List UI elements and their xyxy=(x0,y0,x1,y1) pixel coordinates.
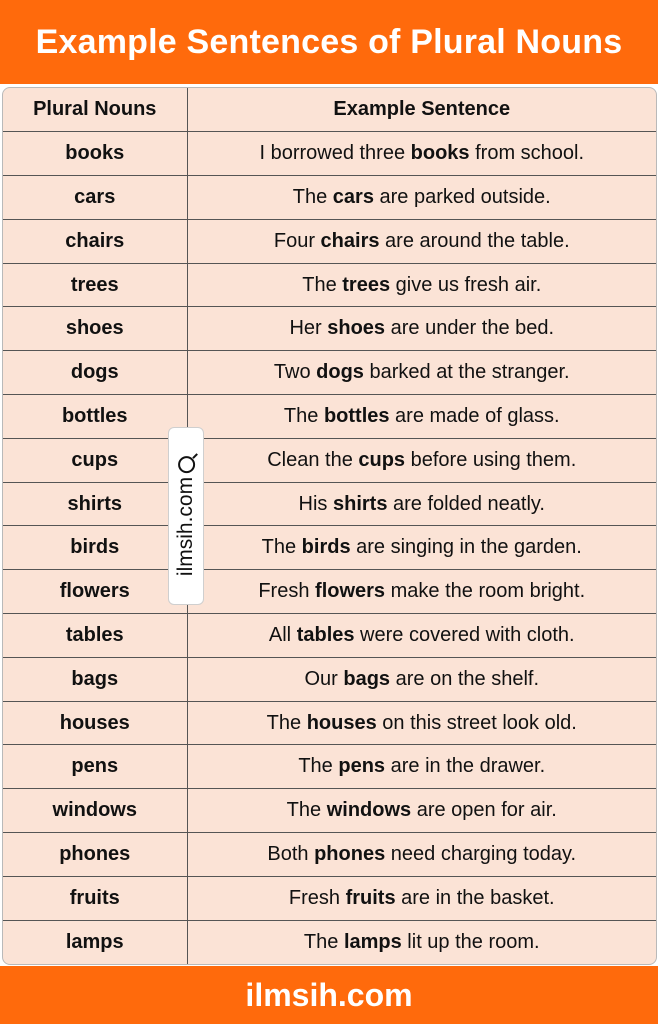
table-row xyxy=(3,263,656,307)
sentence-noun: windows xyxy=(326,799,412,822)
example-sentence-cell xyxy=(187,789,656,833)
example-sentence-cell xyxy=(187,570,656,614)
table-row xyxy=(3,395,656,439)
sentence-noun: birds xyxy=(301,536,351,559)
sentence-start: All xyxy=(268,623,297,646)
sentence-start: Her xyxy=(289,317,328,340)
sentence-noun: dogs xyxy=(316,361,364,384)
plural-noun-cell: houses xyxy=(3,701,187,745)
sentence-noun: cups xyxy=(358,448,406,471)
sentence-noun: shoes xyxy=(327,317,386,340)
plural-noun-cell: books xyxy=(3,132,187,176)
table-row xyxy=(3,920,656,964)
sentence-end: were covered with cloth. xyxy=(354,623,575,646)
example-sentence-cell xyxy=(187,701,656,745)
table-header-row xyxy=(3,88,656,132)
sentence-start: The xyxy=(298,755,339,778)
table-row xyxy=(3,701,656,745)
sentence-end: are in the basket. xyxy=(395,886,555,909)
plural-noun-cell: cups xyxy=(3,438,187,482)
sentence-end: are parked outside. xyxy=(373,185,551,208)
sentence-start: Four xyxy=(273,229,321,252)
plural-noun-cell: shirts xyxy=(3,482,187,526)
example-sentence-cell xyxy=(187,176,656,220)
plural-noun-cell: dogs xyxy=(3,351,187,395)
example-sentence-cell xyxy=(187,395,656,439)
sentence-noun: bags xyxy=(343,667,391,690)
sentence-end: are around the table. xyxy=(379,229,570,252)
table-row xyxy=(3,176,656,220)
sentence-start: The xyxy=(261,536,302,559)
sentence-start: Fresh xyxy=(288,886,346,909)
sentence-end: lit up the room. xyxy=(401,930,540,953)
search-icon xyxy=(178,456,195,473)
table-row xyxy=(3,745,656,789)
plural-noun-cell: windows xyxy=(3,789,187,833)
sentence-end: give us fresh air. xyxy=(390,273,542,296)
plural-noun-cell: bottles xyxy=(3,395,187,439)
example-sentence-cell xyxy=(187,745,656,789)
sentence-end: make the room bright. xyxy=(385,580,586,603)
sentence-start: The xyxy=(283,404,324,427)
table-row xyxy=(3,482,656,526)
plural-noun-cell: trees xyxy=(3,263,187,307)
example-sentence-cell xyxy=(187,482,656,526)
plural-nouns-table xyxy=(2,87,657,965)
sentence-start: The xyxy=(303,930,344,953)
sentence-end: are open for air. xyxy=(411,799,557,822)
table-row xyxy=(3,219,656,263)
sentence-end: on this street look old. xyxy=(376,711,577,734)
sentence-end: from school. xyxy=(469,142,585,165)
example-sentence-cell xyxy=(187,351,656,395)
sentence-start: The xyxy=(292,185,333,208)
sentence-noun: cars xyxy=(332,185,374,208)
column-header-example-sentence: Example Sentence xyxy=(187,88,656,132)
example-sentence-cell xyxy=(187,307,656,351)
table-row xyxy=(3,657,656,701)
watermark-badge xyxy=(168,427,204,605)
sentence-noun: flowers xyxy=(315,580,386,603)
table-row xyxy=(3,789,656,833)
sentence-end: are made of glass. xyxy=(389,404,560,427)
column-header-plural-nouns: Plural Nouns xyxy=(3,88,187,132)
plural-noun-cell: lamps xyxy=(3,920,187,964)
sentence-noun: tables xyxy=(296,623,355,646)
sentence-noun: chairs xyxy=(320,229,380,252)
table-row xyxy=(3,307,656,351)
example-sentence-cell xyxy=(187,526,656,570)
sentence-noun: lamps xyxy=(343,930,402,953)
example-sentence-cell xyxy=(187,219,656,263)
plural-noun-cell: birds xyxy=(3,526,187,570)
plural-noun-cell: pens xyxy=(3,745,187,789)
plural-noun-cell: flowers xyxy=(3,570,187,614)
plural-noun-cell: fruits xyxy=(3,876,187,920)
table-row xyxy=(3,614,656,658)
table-row xyxy=(3,876,656,920)
example-sentence-cell xyxy=(187,438,656,482)
sentence-start: I borrowed three xyxy=(259,142,411,165)
example-sentence-cell xyxy=(187,876,656,920)
sentence-end: are on the shelf. xyxy=(390,667,540,690)
table-row xyxy=(3,526,656,570)
table-row xyxy=(3,132,656,176)
watermark-text: ilmsih.com xyxy=(174,476,197,577)
table-row xyxy=(3,833,656,877)
sentence-noun: pens xyxy=(338,755,386,778)
sentence-start: The xyxy=(266,711,307,734)
page-title: Example Sentences of Plural Nouns xyxy=(35,22,623,61)
plural-noun-cell: bags xyxy=(3,657,187,701)
sentence-end: before using them. xyxy=(405,448,577,471)
example-sentence-cell xyxy=(187,833,656,877)
example-sentence-cell xyxy=(187,657,656,701)
sentence-noun: shirts xyxy=(332,492,388,515)
sentence-end: need charging today. xyxy=(385,842,577,865)
example-sentence-cell xyxy=(187,132,656,176)
example-sentence-cell xyxy=(187,614,656,658)
plural-noun-cell: tables xyxy=(3,614,187,658)
sentence-end: are folded neatly. xyxy=(387,492,545,515)
sentence-start: Our xyxy=(304,667,344,690)
plural-noun-cell: phones xyxy=(3,833,187,877)
table-row xyxy=(3,570,656,614)
sentence-start: Both xyxy=(267,842,315,865)
sentence-start: The xyxy=(286,799,327,822)
sentence-noun: phones xyxy=(314,842,386,865)
sentence-end: are singing in the garden. xyxy=(350,536,582,559)
sentence-noun: bottles xyxy=(323,404,390,427)
sentence-noun: trees xyxy=(342,273,391,296)
sentence-start: Fresh xyxy=(258,580,316,603)
sentence-end: barked at the stranger. xyxy=(363,361,570,384)
plural-noun-cell: cars xyxy=(3,176,187,220)
sentence-start: Clean the xyxy=(267,448,359,471)
title-banner xyxy=(0,0,658,84)
footer-site: ilmsih.com xyxy=(245,976,413,1013)
sentence-start: The xyxy=(302,273,343,296)
example-sentence-cell xyxy=(187,263,656,307)
plural-noun-cell: chairs xyxy=(3,219,187,263)
example-sentence-cell xyxy=(187,920,656,964)
sentence-noun: houses xyxy=(306,711,377,734)
sentence-start: His xyxy=(298,492,333,515)
sentence-noun: fruits xyxy=(345,886,396,909)
table-row xyxy=(3,351,656,395)
plural-noun-cell: shoes xyxy=(3,307,187,351)
sentence-end: are under the bed. xyxy=(385,317,555,340)
footer-banner xyxy=(0,966,658,1024)
sentence-end: are in the drawer. xyxy=(385,755,546,778)
table-row xyxy=(3,438,656,482)
sentence-noun: books xyxy=(410,142,470,165)
sentence-start: Two xyxy=(273,361,317,384)
